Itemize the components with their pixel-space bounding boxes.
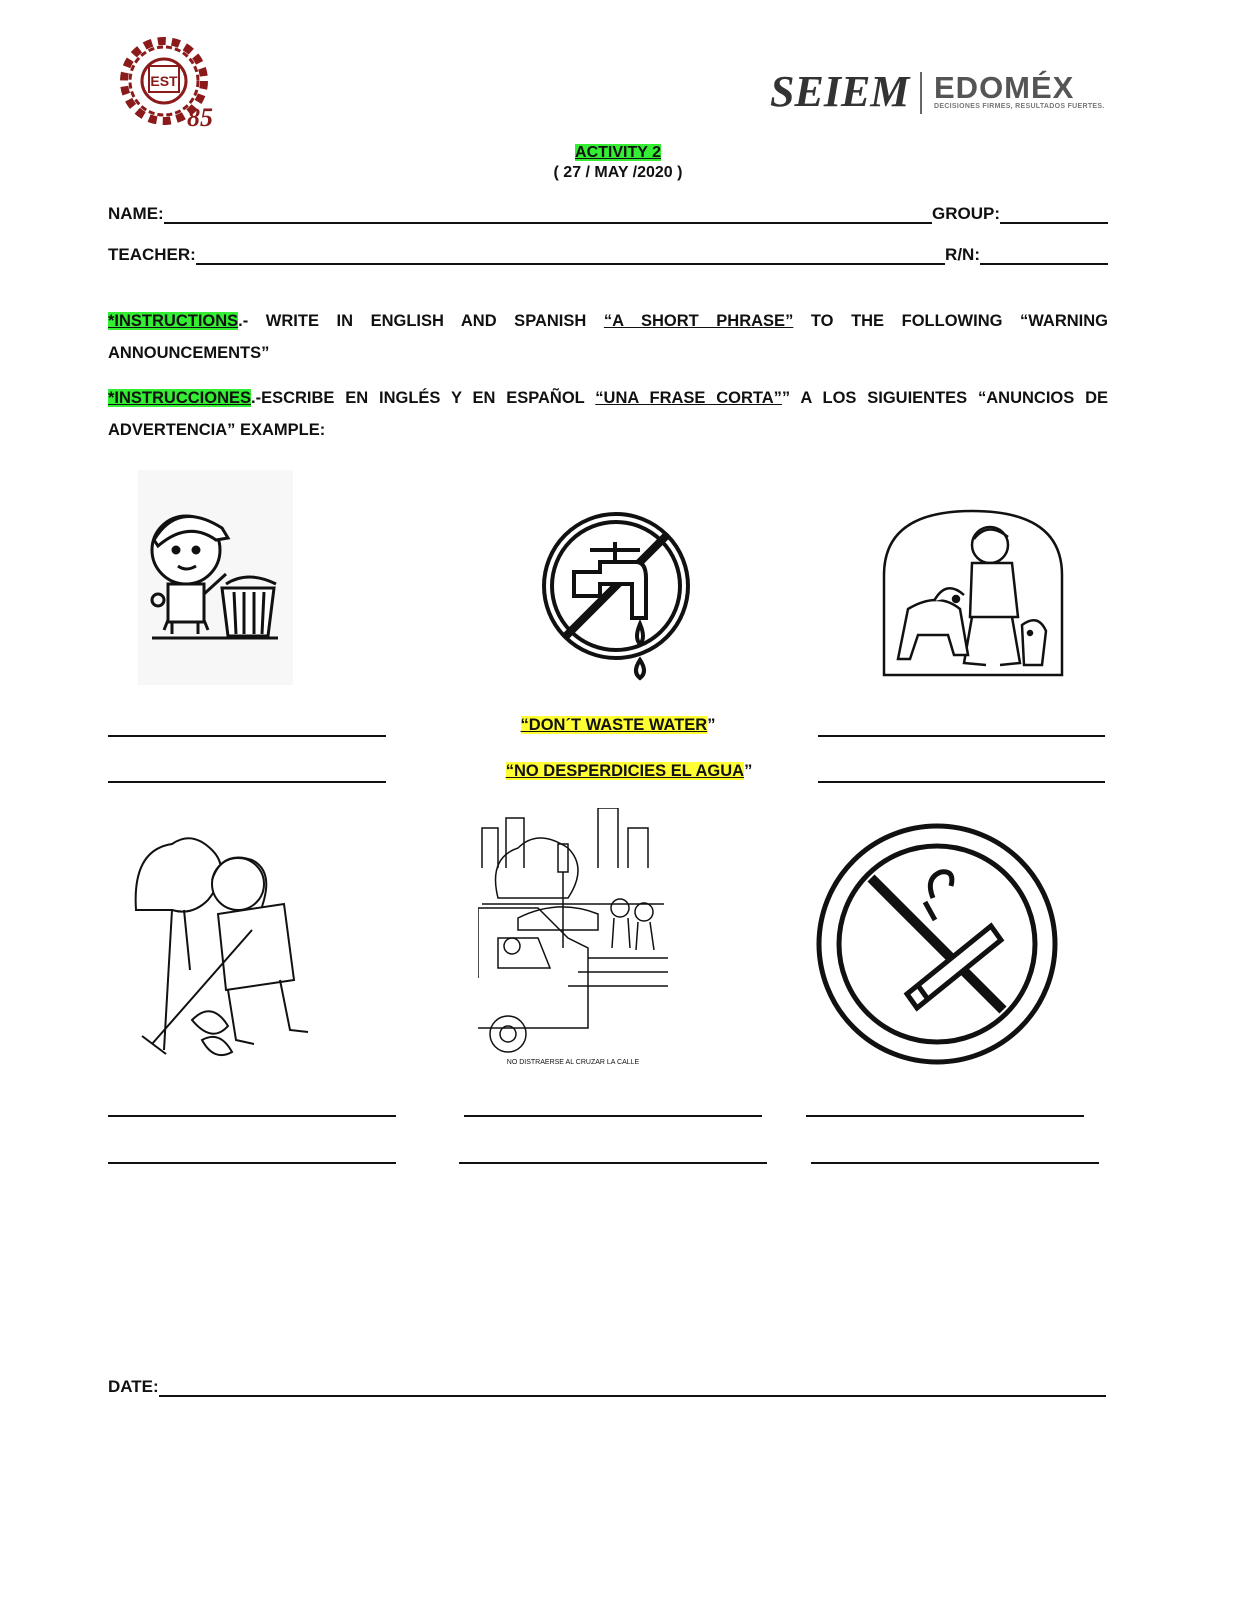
answer-line[interactable]: [806, 1115, 1084, 1117]
answer-line[interactable]: [818, 781, 1105, 783]
girl-raking-leaves-icon: [132, 830, 312, 1065]
edomex-logo: EDOMÉX: [934, 70, 1075, 105]
example-english-wrap: [0, 716, 1236, 735]
no-water-waste-icon: [540, 510, 695, 682]
street-crossing-caption: NO DISTRAERSE AL CRUZAR LA CALLE: [506, 1059, 640, 1066]
logo-digits: 85: [187, 103, 213, 131]
answer-line[interactable]: [108, 781, 386, 783]
name-label: NAME:: [108, 204, 164, 223]
answer-line[interactable]: [464, 1115, 762, 1117]
example-english: “DON´T WASTE WATER: [520, 716, 708, 734]
instructions-text-2: TO THE FOLLOWING “WARNING ANNOUNCEMENTS”: [108, 312, 1108, 362]
name-row: [108, 204, 1108, 224]
logo-divider: [920, 72, 922, 114]
name-field[interactable]: [164, 208, 932, 224]
activity-date: ( 27 / MAY /2020 ): [553, 164, 683, 181]
street-crossing-icon: [478, 808, 668, 1070]
answer-line[interactable]: [459, 1162, 767, 1164]
date-field[interactable]: [159, 1381, 1106, 1397]
answer-line[interactable]: [811, 1162, 1099, 1164]
example-spanish-wrap: [0, 762, 1236, 781]
instrucciones-text-1: .-ESCRIBE EN INGLÉS Y EN ESPAÑOL: [251, 389, 596, 407]
example-spanish: “NO DESPERDICIES EL AGUA: [505, 762, 745, 780]
boy-with-pets-icon: [878, 505, 1068, 685]
group-field[interactable]: [1000, 208, 1108, 224]
teacher-label: TEACHER:: [108, 245, 196, 264]
example-english-close: ”: [707, 716, 716, 734]
date-row: [108, 1377, 1106, 1397]
instrucciones-phrase: “UNA FRASE CORTA”: [595, 389, 782, 407]
answer-line[interactable]: [818, 735, 1105, 737]
instrucciones-text-2: ” A LOS SIGUIENTES “ANUNCIOS DE ADVERTENCIA” EXAMPLE:: [108, 389, 1108, 439]
answer-line[interactable]: [108, 1162, 396, 1164]
rn-label: R/N:: [945, 245, 980, 264]
activity-title: ACTIVITY 2: [575, 144, 661, 161]
answer-line[interactable]: [108, 735, 386, 737]
no-smoking-icon: [815, 822, 1060, 1067]
instrucciones-label: *INSTRUCCIONES: [108, 389, 252, 407]
example-spanish-close: ”: [744, 762, 753, 780]
instructions-label: *INSTRUCTIONS: [108, 312, 239, 330]
instructions-phrase: “A SHORT PHRASE”: [603, 312, 794, 330]
rn-field[interactable]: [980, 249, 1108, 265]
instructions-spanish: [108, 382, 1108, 446]
teacher-row: [108, 245, 1108, 265]
instructions-english: [108, 305, 1108, 369]
school-gear-logo-icon: [104, 36, 234, 131]
answer-line[interactable]: [108, 1115, 396, 1117]
activity-title-wrap: [0, 144, 1236, 162]
group-label: GROUP:: [932, 204, 1000, 223]
teacher-field[interactable]: [196, 249, 945, 265]
logo-initials: EST: [150, 73, 178, 89]
date-label: DATE:: [108, 1377, 159, 1396]
edomex-tagline: DECISIONES FIRMES, RESULTADOS FUERTES.: [934, 103, 1105, 110]
seiem-logo: SEIEM: [770, 67, 910, 116]
instructions-text-1: .- WRITE IN ENGLISH AND SPANISH: [238, 312, 604, 330]
boy-trash-can-icon: [138, 470, 293, 685]
